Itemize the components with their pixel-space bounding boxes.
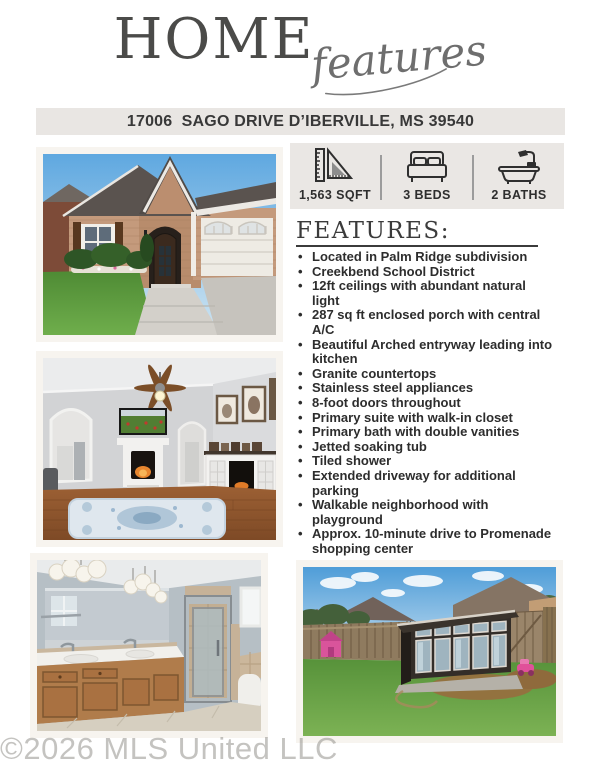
title-script-wrap [308, 25, 489, 90]
photo-front-exterior [36, 147, 283, 342]
title-home: HOME [113, 7, 315, 72]
soaking-tub [238, 652, 261, 712]
fireplace [117, 438, 169, 488]
stat-sqft [290, 143, 380, 209]
feature-item: • Granite countertops [296, 367, 554, 382]
bathroom-illustration [37, 560, 261, 731]
living-room-illustration [43, 358, 276, 540]
bed-icon [404, 149, 450, 185]
feature-item: • 287 sq ft enclosed porch with central A/C [296, 308, 554, 337]
stat-baths [474, 143, 564, 209]
photo-living-room [36, 351, 283, 547]
center-archway [179, 423, 205, 487]
vanity-mirror [45, 588, 169, 652]
feature-item: • Stainless steel appliances [296, 381, 554, 396]
flyer-header [0, 7, 600, 90]
feature-item: • Primary bath with double vanities [296, 425, 554, 440]
baths-label: 2 BATHS [491, 188, 547, 202]
front-exterior-illustration [43, 154, 276, 335]
stats-band [290, 143, 564, 209]
feature-item: • 12ft ceilings with abundant natural light [296, 279, 554, 308]
feature-item: • Walkable neighborhood with playground [296, 498, 554, 527]
photo-primary-bath [30, 553, 268, 738]
property-address: 17006 SAGO DRIVE D’IBERVILLE, MS 39540 [126, 112, 475, 130]
features-underline [296, 245, 538, 247]
title-features-script: features [308, 25, 489, 90]
area-rug [69, 499, 225, 538]
feature-item: • Tiled shower [296, 454, 554, 469]
sqft-label: 1,563 SQFT [298, 188, 372, 202]
tv [119, 408, 167, 435]
feature-item: • Creekbend School District [296, 265, 554, 280]
mls-watermark: ©2026 MLS United LLC [0, 731, 338, 766]
feature-item: • Extended driveway for additional parking [296, 469, 554, 498]
stat-beds [382, 143, 472, 209]
tub-window [241, 588, 261, 626]
bathtub-icon [496, 147, 542, 185]
address-band [36, 108, 565, 135]
features-heading: FEATURES: [296, 218, 450, 244]
beds-label: 3 BEDS [403, 188, 451, 202]
shower [185, 586, 231, 702]
downspout [191, 212, 196, 276]
photo-backyard [296, 560, 563, 743]
ruler-square-icon [313, 147, 357, 185]
feature-item: • Approx. 10-minute drive to Promenade shopping center [296, 527, 554, 556]
console-photo-frames [209, 442, 262, 451]
feature-item: • 8-foot doors throughout [296, 396, 554, 411]
backyard-illustration [303, 567, 556, 736]
feature-item: • Beautiful Arched entryway leading into kitchen [296, 338, 554, 367]
features-list [296, 250, 554, 556]
feature-item: • Located in Palm Ridge subdivision [296, 250, 554, 265]
feature-item: • Jetted soaking tub [296, 440, 554, 455]
garage-door [201, 218, 273, 276]
feature-item: • Primary suite with walk-in closet [296, 411, 554, 426]
